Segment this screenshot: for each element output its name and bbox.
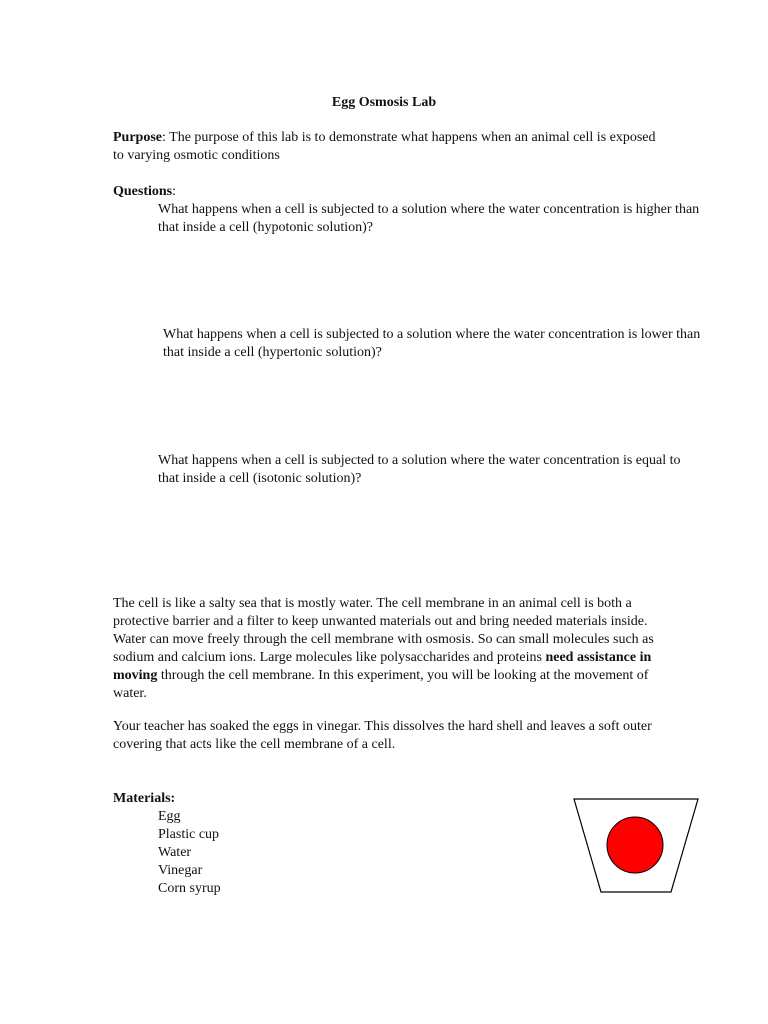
- egg-in-cup-diagram: [570, 795, 702, 895]
- explanation-paragraph-1: [113, 595, 658, 703]
- question-2: [113, 326, 708, 362]
- explanation-paragraph-2: Your teacher has soaked the eggs in vinegar. This dissolves the hard shell and leaves a soft outer covering that acts like the cell membrane of a cell.: [113, 719, 652, 752]
- question-2-text: What happens when a cell is subjected to a solution where the water concentration is lower than that inside a cell (hypertonic solution)?: [163, 327, 701, 360]
- question-1-text: What happens when a cell is subjected to a solution where the water concentration is higher than that inside a cell (hypotonic solution)?: [158, 202, 700, 235]
- material-item: Plastic cup: [158, 827, 220, 842]
- material-item: Vinegar: [158, 863, 203, 878]
- purpose-text: : The purpose of this lab is to demonstrate what happens when an animal cell is exposed to varying osmotic conditions: [113, 130, 656, 163]
- question-3-text: What happens when a cell is subjected to a solution where the water concentration is equal to that inside a cell (isotonic solution)?: [158, 453, 681, 486]
- purpose-label: Purpose: [113, 130, 162, 145]
- questions-heading: [113, 183, 658, 201]
- question-1: [113, 201, 703, 237]
- paragraph-1-bold: need assistance in moving: [113, 650, 652, 683]
- purpose-section: [113, 129, 658, 165]
- material-item: Water: [158, 845, 192, 860]
- paragraph-1-start: The cell is like a salty sea that is mostly water. The cell membrane in an animal cell is both a protective barrier and a filter to keep unwanted materials out and bring needed materials inside. Water can move freely through the cell membrane with osmosis. So can small molecules such as sodium and calcium ions. Large molecules like polysaccharides and proteins: [113, 596, 654, 665]
- questions-label: Questions: [113, 184, 173, 199]
- materials-label: Materials:: [113, 791, 176, 806]
- egg-shape: [607, 817, 663, 873]
- questions-label-suffix: :: [172, 184, 177, 199]
- material-item: Egg: [158, 809, 181, 824]
- document-title: Egg Osmosis Lab: [331, 95, 437, 110]
- paragraph-1-end: through the cell membrane. In this experiment, you will be looking at the movement of water.: [113, 668, 649, 701]
- materials-list: [158, 808, 221, 898]
- question-3: [113, 452, 703, 488]
- material-item: Corn syrup: [158, 881, 221, 896]
